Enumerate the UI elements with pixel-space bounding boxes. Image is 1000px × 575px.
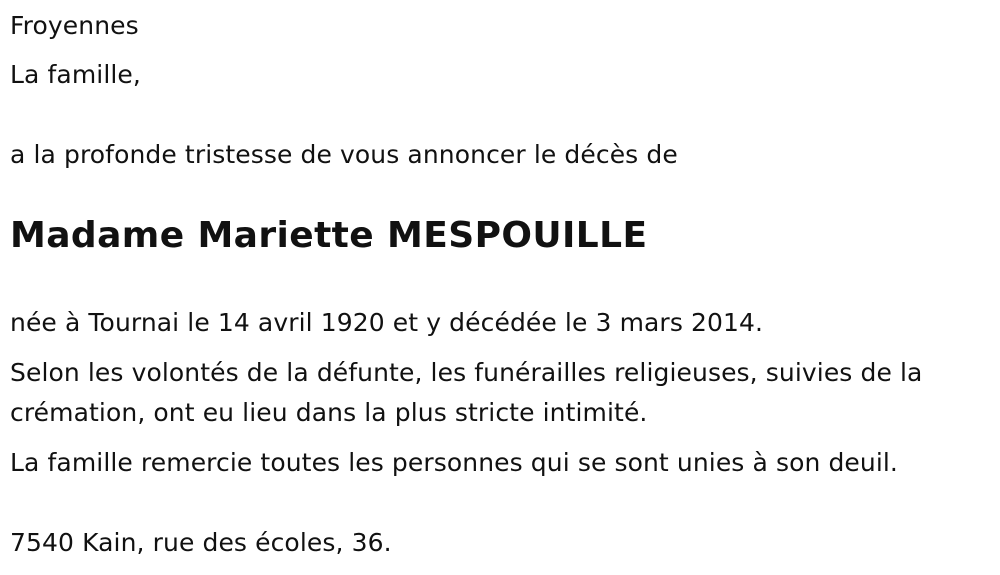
announcement-text: a la profonde tristesse de vous annoncer le décès de bbox=[10, 140, 678, 169]
deceased-name-heading: Madame Mariette MESPOUILLE bbox=[10, 215, 648, 256]
family-intro-text: La famille, bbox=[10, 60, 141, 89]
thanks-text: La famille remercie toutes les personnes qui se sont unies à son deuil. bbox=[10, 448, 898, 477]
birth-death-text: née à Tournai le 14 avril 1920 et y décédée le 3 mars 2014. bbox=[10, 308, 764, 337]
location-text: Froyennes bbox=[10, 11, 139, 40]
funeral-text-line-1: Selon les volontés de la défunte, les funérailles religieuses, suivies de la bbox=[10, 358, 923, 387]
funeral-text-line-2: crémation, ont eu lieu dans la plus stricte intimité. bbox=[10, 398, 648, 427]
address-text: 7540 Kain, rue des écoles, 36. bbox=[10, 528, 392, 557]
